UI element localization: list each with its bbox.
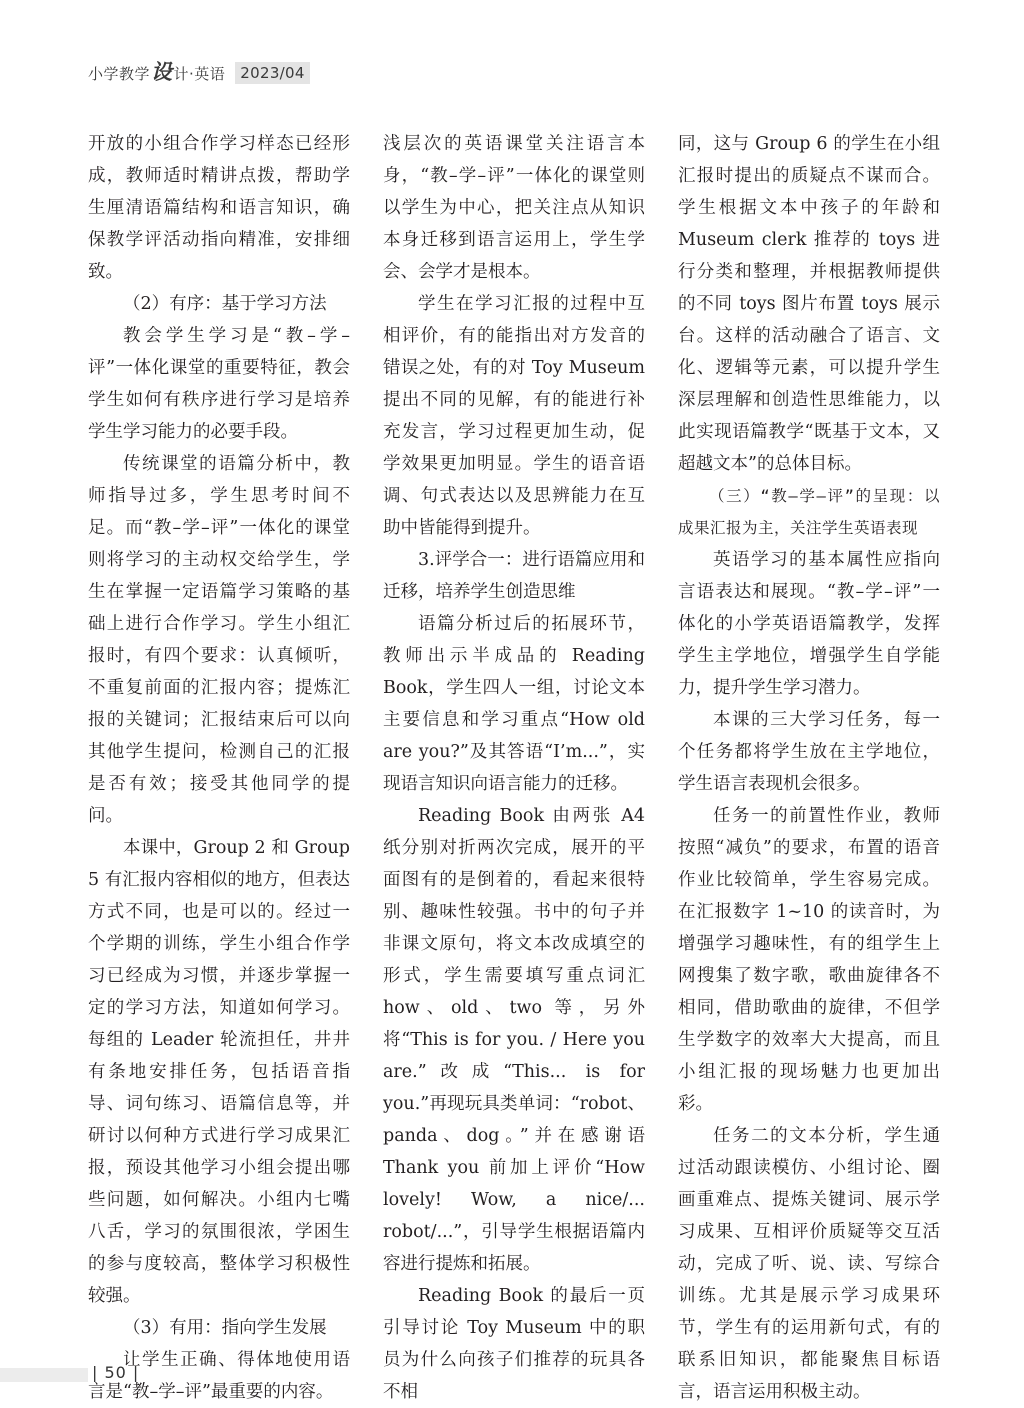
text-column-left: [88, 128, 350, 1408]
running-header: [88, 60, 310, 86]
paragraph: 学生在学习汇报的过程中互相评价，有的能指出对方发音的错误之处，有的对 Toy Museum 提出不同的见解，有的能进行补充发言，学习过程更加生动，促学效果更加明显。学生的语音语调、句式表达以及思辨能力在互助中皆能得到提升。: [383, 294, 645, 538]
journal-title-logo-char: 设: [151, 59, 173, 84]
paragraph: 教会学生学习是“教–学–评”一体化课堂的重要特征，教会学生如何有秩序进行学习是培养学生学习能力的必要手段。: [88, 326, 350, 442]
paragraph: 让学生正确、得体地使用语言是“教–学–评”最重要的内容。: [88, 1350, 350, 1402]
subheading: 3.评学合一：进行语篇应用和迁移，培养学生创造思维: [383, 550, 645, 602]
paragraph: 任务一的前置性作业，教师按照“减负”的要求，布置的语音作业比较简单，学生容易完成。在汇报数字 1~10 的读音时，为增强学习趣味性，有的组学生上网搜集了数字歌，歌曲旋律各不相同，借助歌曲的旋律，不但学生学数字的效率大大提高，而且小组汇报的现场魅力也更加出彩。: [678, 806, 940, 1114]
subheading: （3）有用：指向学生发展: [123, 1318, 327, 1338]
paragraph: 传统课堂的语篇分析中，教师指导过多，学生思考时间不足。而“教–学–评”一体化的课堂则将学习的主动权交给学生，学生在掌握一定语篇学习策略的基础上进行合作学习。学生小组汇报时，有四个要求：认真倾听，不重复前面的汇报内容；提炼汇报的关键词；汇报结束后可以向其他学生提问，检测自己的汇报是否有效；接受其他同学的提问。: [88, 454, 350, 826]
section-heading: （三）“教–学–评”的呈现：以成果汇报为主，关注学生英语表现: [678, 487, 940, 537]
paragraph: Reading Book 由两张 A4 纸分别对折两次完成，展开的平面图有的是倒着的，看起来很特别、趣味性较强。书中的句子并非课文原句，将文本改成填空的形式，学生需要填写重点词汇 how、old、two 等，另外将“This is for you. / Here you are.”改成“This... is for you.”再现玩具类单词：“robot、panda、dog。”并在感谢语 Thank you 前加上评价“How lovely! Wow, a nice/... robot/...”，引导学生根据语篇内容进行提炼和拓展。: [383, 806, 645, 1274]
paragraph: 本课中，Group 2 和 Group 5 有汇报内容相似的地方，但表达方式不同，也是可以的。经过一个学期的训练，学生小组合作学习已经成为习惯，并逐步掌握一定的学习方法，知道如何学习。每组的 Leader 轮流担任，井井有条地安排任务，包括语音指导、词句练习、语篇信息等，并研讨以何种方式进行学习成果汇报，预设其他学习小组会提出哪些问题，如何解决。小组内七嘴八舌，学习的氛围很浓，学困生的参与度较高，整体学习积极性较强。: [88, 838, 350, 1306]
paragraph: 语篇分析过后的拓展环节，教师出示半成品的 Reading Book，学生四人一组，讨论文本主要信息和学习重点“How old are you?”及其答语“I’m...”，实现语言知识向语言能力的迁移。: [383, 614, 645, 794]
paragraph: 同，这与 Group 6 的学生在小组汇报时提出的质疑点不谋而合。学生根据文本中孩子的年龄和 Museum clerk 推荐的 toys 进行分类和整理，并根据教师提供的不同 toys 图片布置 toys 展示台。这样的活动融合了语言、文化、逻辑等元素，可以提升学生深层理解和创造性思维能力，以此实现语篇教学“既基于文本，又超越文本”的总体目标。: [678, 134, 940, 474]
paragraph: Reading Book 的最后一页引导讨论 Toy Museum 中的职员为什么向孩子们推荐的玩具各不相: [383, 1286, 645, 1402]
text-column-right: [678, 128, 940, 1408]
page-number: | 50 |: [92, 1363, 140, 1382]
paragraph: 任务二的文本分析，学生通过活动跟读模仿、小组讨论、圈画重难点、提炼关键词、展示学习成果、互相评价质疑等交互活动，完成了听、说、读、写综合训练。尤其是展示学习成果环节，学生有的运用新句式，有的联系旧知识，都能聚焦目标语言，语言运用积极主动。: [678, 1126, 940, 1402]
journal-title-prefix: 小学教学: [88, 64, 151, 83]
text-column-middle: [383, 128, 645, 1408]
paragraph: 本课的三大学习任务，每一个任务都将学生放在主学地位，学生语言表现机会很多。: [678, 710, 940, 794]
paragraph: 浅层次的英语课堂关注语言本身，“教–学–评”一体化的课堂则以学生为中心，把关注点从知识本身迁移到语言运用上，学生学会、会学才是根本。: [383, 134, 645, 282]
paragraph: 英语学习的基本属性应指向言语表达和展现。“教–学–评”一体化的小学英语语篇教学，发挥学生主学地位，增强学生自学能力，提升学生学习潜力。: [678, 550, 940, 698]
paragraph: 开放的小组合作学习样态已经形成，教师适时精讲点拨，帮助学生厘清语篇结构和语言知识，确保教学评活动指向精准，安排细致。: [88, 134, 350, 282]
journal-title-suffix: 计·英语: [173, 64, 226, 83]
footer-decoration-bar: [0, 1368, 88, 1382]
issue-date-badge: 2023/04: [235, 62, 309, 84]
subheading: （2）有序：基于学习方法: [123, 294, 327, 314]
